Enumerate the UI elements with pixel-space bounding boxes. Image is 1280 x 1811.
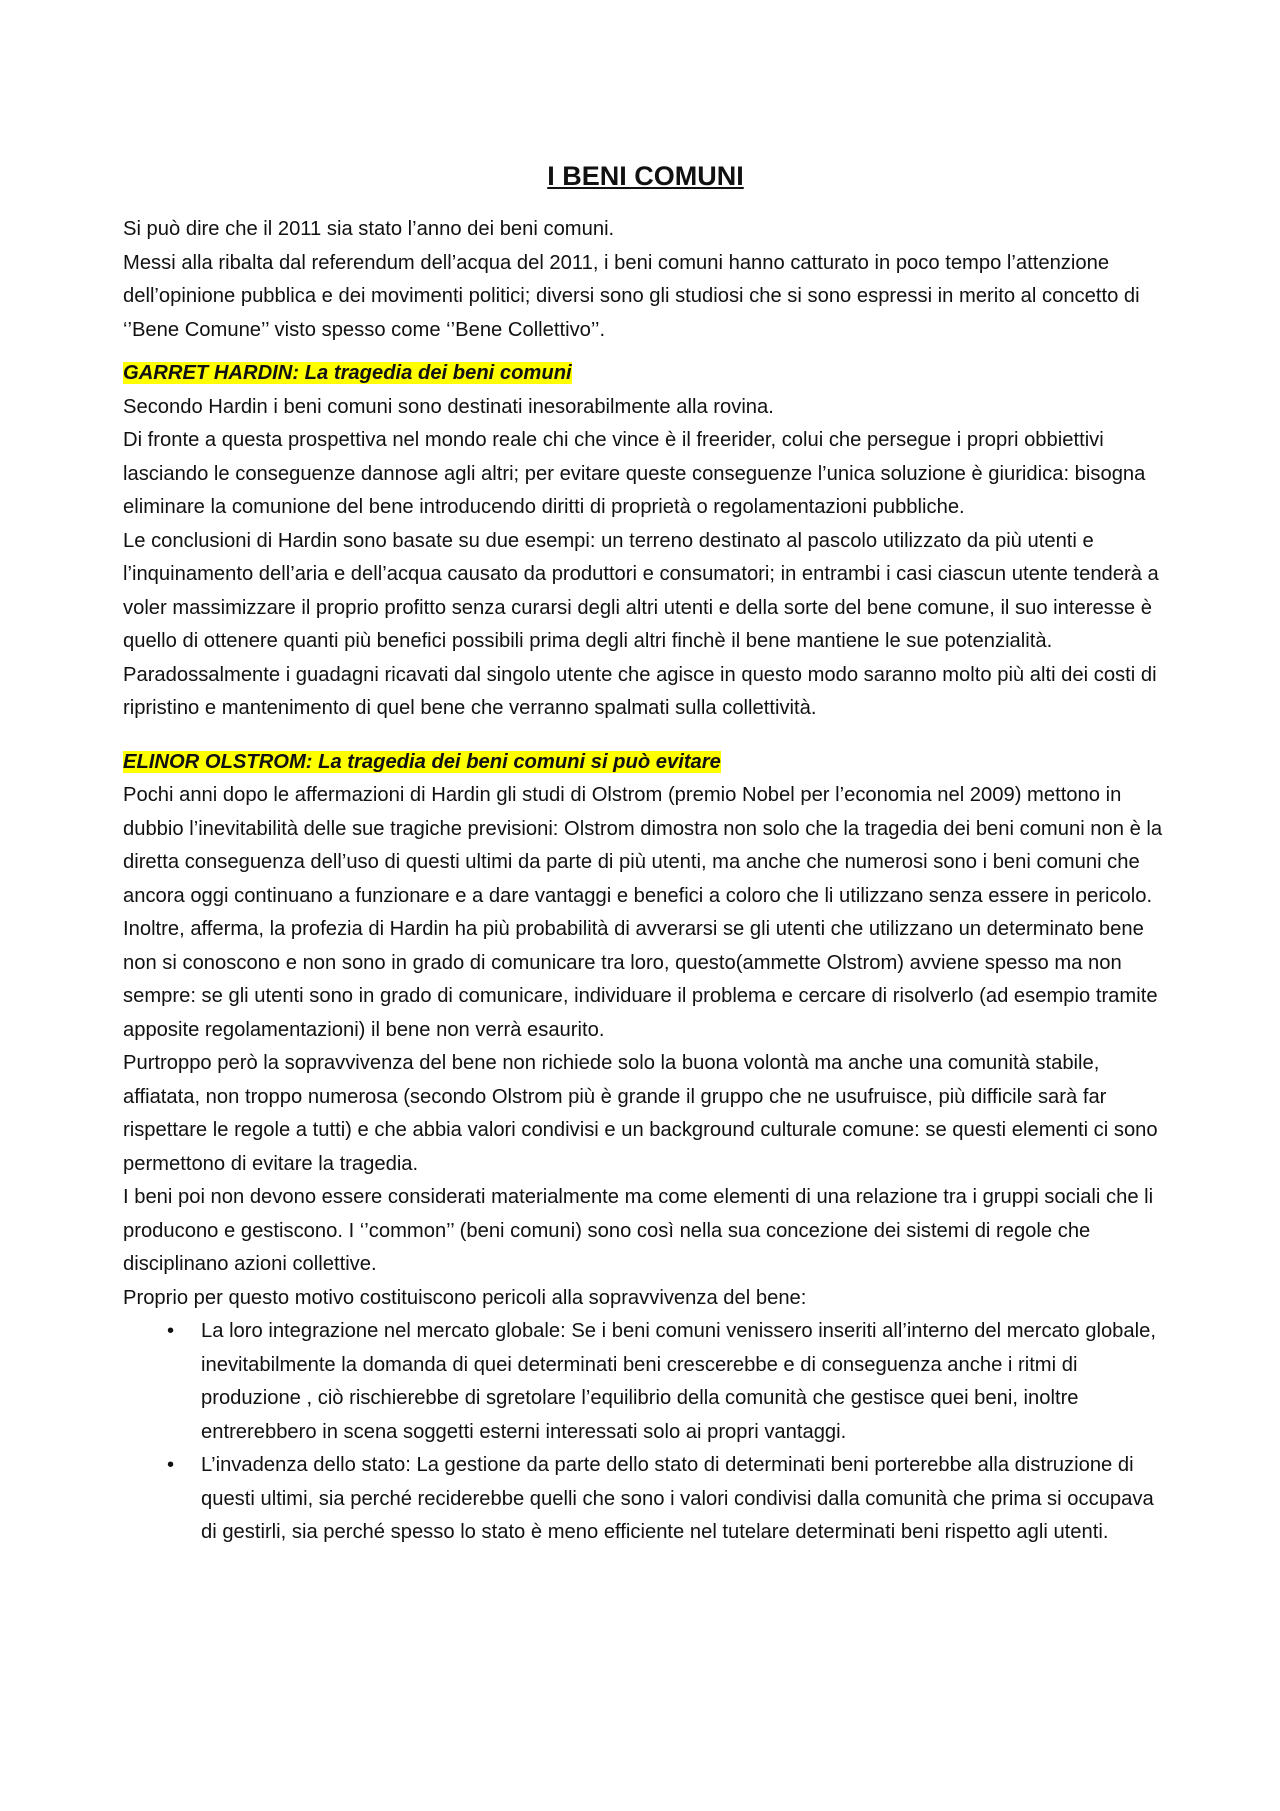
ostrom-paragraph-3: I beni poi non devono essere considerati materialmente ma come elementi di una relazione tra i gruppi sociali che li producono e gestiscono. I ‘’common’’ (beni comuni) sono così nella sua concezione dei sistemi di regole che disciplinano azioni collettive. (123, 1186, 1154, 1275)
hardin-paragraph-2: Di fronte a questa prospettiva nel mondo reale chi che vince è il freerider, colui che persegue i propri obbiettivi lasciando le conseguenze dannose agli altri; per evitare queste conseguenze l’unica soluzione è giuridica: bisogna eliminare la comunione del bene introducendo diritti di proprietà o regolamentazioni pubbliche. (123, 429, 1146, 518)
hardin-paragraph-1: Secondo Hardin i beni comuni sono destinati inesorabilmente alla rovina. (123, 395, 774, 418)
ostrom-paragraph-1: Pochi anni dopo le affermazioni di Hardin gli studi di Olstrom (premio Nobel per l’economia nel 2009) mettono in dubbio l’inevitabilità delle sue tragiche previsioni: Olstrom dimostra non solo che la tragedia dei beni comuni non è la diretta conseguenza dell’uso di questi ultimi da parte di più utenti, ma anche che numerosi sono i beni comuni che ancora oggi continuano a funzionare e a dare vantaggi e benefici a coloro che li utilizzano senza essere in pericolo. Inoltre, afferma, la profezia di Hardin ha più probabilità di avverarsi se gli utenti che utilizzano un determinato bene non si conoscono e non sono in grado di comunicare tra loro, questo(ammette Olstrom) avviene spesso ma non sempre: se gli utenti sono in grado di comunicare, individuare il problema e cercare di risolverlo (ad esempio tramite apposite regolamentazioni) il bene non verrà esaurito. (123, 784, 1163, 1041)
section-heading-ostrom (123, 746, 1168, 780)
list-item (167, 1315, 1168, 1449)
intro-paragraph-1: Si può dire che il 2011 sia stato l’anno dei beni comuni. (123, 218, 615, 240)
list-item-text: La loro integrazione nel mercato globale: Se i beni comuni venissero inseriti all’interno del mercato globale, inevitabilmente la domanda di quei determinati beni crescerebbe e di conseguenza anche i ritmi di produzione , ciò rischierebbe di sgretolare l’equilibrio della comunità che gestisce quei beni, inoltre entrerebbero in scena soggetti esterni interessati solo ai propri vantaggi. (201, 1320, 1156, 1443)
document-title: I BENI COMUNI (547, 161, 744, 191)
document-page (123, 158, 1168, 1550)
highlighted-heading-text: GARRET HARDIN: La tragedia dei beni comuni (123, 362, 572, 384)
highlighted-heading-text: ELINOR OLSTROM: La tragedia dei beni comuni si può evitare (123, 750, 721, 773)
section-spacer (123, 726, 1168, 746)
hardin-paragraph-3: Le conclusioni di Hardin sono basate su due esempi: un terreno destinato al pascolo utilizzato da più utenti e l’inquinamento dell’aria e dell’acqua causato da produttori e consumatori; in entrambi i casi ciascun utente tenderà a voler massimizzare il proprio profitto senza curarsi degli altri utenti e della sorte del bene comune, il suo interesse è quello di ottenere quanti più benefici possibili prima degli altri finchè il bene mantiene le sue potenzialità. (123, 529, 1159, 652)
hardin-paragraph-4: Paradossalmente i guadagni ricavati dal singolo utente che agisce in questo modo saranno molto più alti dei costi di ripristino e mantenimento di quel bene che verranno spalmati sulla collettività. (123, 663, 1157, 719)
intro-paragraph-2: Messi alla ribalta dal referendum dell’acqua del 2011, i beni comuni hanno catturato in poco tempo l’attenzione dell’opinione pubblica e dei movimenti politici; diversi sono gli studiosi che si sono espressi in merito al concetto di ‘’Bene Comune’’ visto spesso come ‘’Bene Collettivo’’. (123, 251, 1140, 341)
section-heading-hardin (123, 357, 1168, 391)
list-item (167, 1449, 1168, 1550)
section-spacer (123, 347, 1168, 357)
ostrom-paragraph-4: Proprio per questo motivo costituiscono pericoli alla sopravvivenza del bene: (123, 1286, 807, 1309)
ostrom-paragraph-2: Purtroppo però la sopravvivenza del bene non richiede solo la buona volontà ma anche una comunità stabile, affiatata, non troppo numerosa (secondo Olstrom più è grande il gruppo che ne usufruisce, più difficile sarà far rispettare le regole a tutti) e che abbia valori condivisi e un background culturale comune: se questi elementi ci sono permettono di evitare la tragedia. (123, 1052, 1158, 1175)
dangers-bullet-list (123, 1315, 1168, 1550)
bullet-icon: • (167, 1320, 175, 1342)
bullet-icon: • (167, 1454, 175, 1476)
list-item-text: L’invadenza dello stato: La gestione da parte dello stato di determinati beni porterebbe alla distruzione di questi ultimi, sia perché reciderebbe quelli che sono i valori condivisi dalla comunità che prima si occupava di gestirli, sia perché spesso lo stato è meno efficiente nel tutelare determinati beni rispetto agli utenti. (201, 1454, 1154, 1543)
